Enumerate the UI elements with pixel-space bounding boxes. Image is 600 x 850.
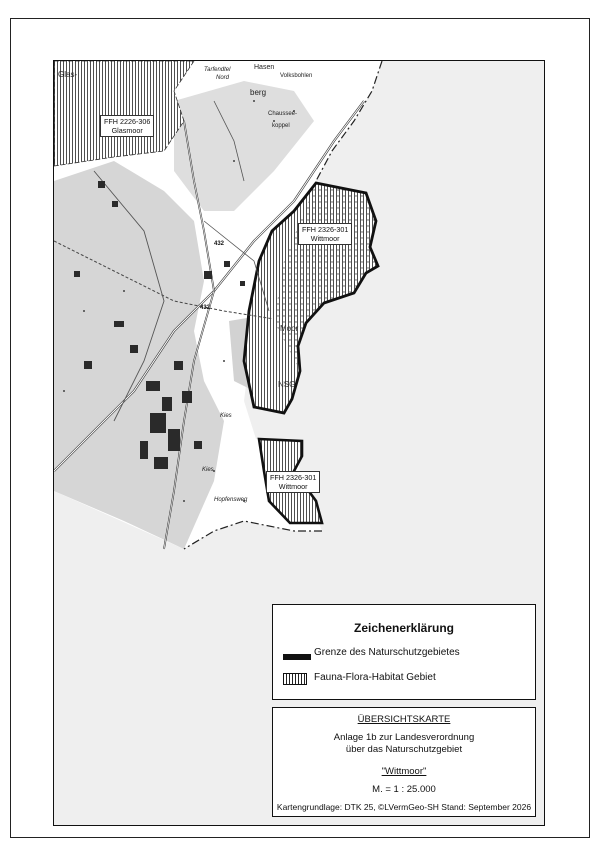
info-line2: über das Naturschutzgebiet (345, 744, 463, 755)
legend-title: Zeichenerklärung (353, 621, 455, 635)
place-kies: Kies (202, 467, 214, 473)
place-koppel: koppel (272, 123, 290, 129)
place-glas: Glas- (58, 70, 78, 79)
place-moor: Moor (280, 324, 299, 333)
info-heading: ÜBERSICHTSKARTE (357, 714, 451, 725)
place-hopfensweg: Hopfensweg (214, 497, 248, 503)
ffh-label-wittmoor: FFH 2326-301 Wittmoor (298, 223, 352, 245)
road-number: 432 (214, 241, 225, 247)
legend-ffh-label: Fauna-Flora-Habitat Gebiet (314, 672, 436, 683)
info-box (272, 707, 536, 817)
info-name: "Wittmoor" (381, 766, 427, 777)
place-kies: Kies (220, 413, 232, 419)
road-number: 432 (200, 305, 211, 311)
place-haser: Hasen (254, 64, 275, 71)
boundary-line-icon (283, 654, 311, 660)
info-source: Kartengrundlage: DTK 25, ©LVermGeo-SH Stand: September 2026 (276, 802, 532, 812)
ffh-label-wittmoor-south: FFH 2326-301 Wittmoor (266, 471, 320, 493)
hatch-pattern-icon (283, 673, 307, 685)
place-berg: berg (250, 88, 267, 97)
legend-boundary-label: Grenze des Naturschutzgebietes (314, 647, 460, 658)
legend (272, 604, 536, 700)
place-chaussee: Chaussee- (268, 111, 298, 117)
place-nsg: NSG (278, 380, 296, 389)
ffh-label-glasmoor: FFH 2226-306 Glasmoor (100, 115, 154, 137)
place-volksbohlen: Volksbohlen (280, 73, 313, 79)
place-nord: Nord (216, 75, 230, 81)
info-line1: Anlage 1b zur Landesverordnung (333, 732, 475, 743)
place-tarfendtel: Tarfendtel (204, 67, 231, 73)
info-scale: M. = 1 : 25.000 (372, 784, 436, 795)
